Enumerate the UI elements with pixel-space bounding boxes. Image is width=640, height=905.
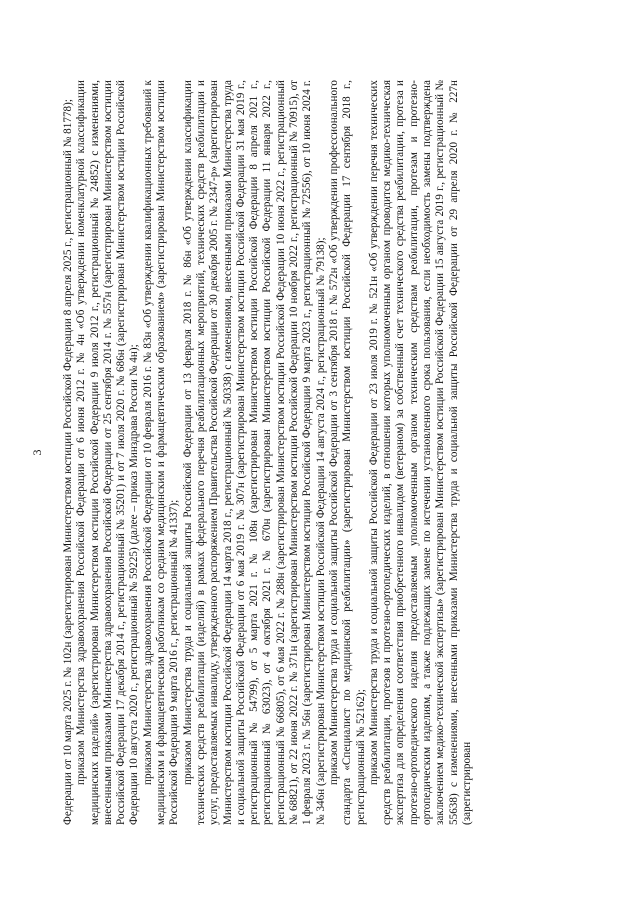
paragraph-text: приказом Министерства труда и социальной защиты Российской Федерации от 23 июля 2019 г. № 521н «Об утверждении перечня технических средств реабилитации, протезов и протезно-ортопедических изделий, в отношении которых уполномоченным органом проводится медико-техническая экспертиза для определения соответствия приобретенного инвалидом (ветераном) за собственный счет технического средства реабилитации, протеза и протезно-ортопедического изделия предоставляемым уполномоченным органом техническим средствам реабилитации, протезам и протезно-ортопедическим изделиям, а также подлежащих замене по истечении установленного срока пользования, если необходимость замены подтверждена заключением медико-технической экспертизы» (зарегистрирован Министерством юстиции Российской Федерации 15 августа 2019 г., регистрационный № 55638) с изменениями, внесенными приказами Министерства труда и социальной защиты Российской Федерации от 29 апреля 2020 г. № 227н (зарегистрирован xyxy=(367,80,473,825)
body-text xyxy=(62,80,474,825)
paragraph-text: Федерации от 10 марта 2025 г. № 102н (зарегистрирован Министерством юстиции Российской Федерации 8 апреля 2025 г., регистрационный № 81778); xyxy=(62,98,74,825)
paragraph-order-83n xyxy=(142,80,182,825)
paragraph-text: приказом Министерства здравоохранения Российской Федерации от 10 февраля 2016 г. № 83н «Об утверждении квалификационных требований к медицинским и фармацевтическим работникам со средним медицинским и фармацевтическим образованием» (зарегистрирован Министерством юстиции Российской Федерации 9 марта 2016 г., регистрационный № 41337); xyxy=(141,80,181,825)
paragraph-text: приказом Министерства здравоохранения Российской Федерации от 6 июня 2012 г. № 4н «Об утверждении номенклатурной классификации медицинских изделий» (зарегистрирован Министерством юстиции Российской Федерации 9 июля 2012 г., регистрационный № 24852) с изменениями, внесенными приказами Министерства здравоохранения Российской Федерации от 25 сентября 2014 г. № 557н (зарегистрирован Министерством юстиции Российской Федерации 17 декабря 2014 г., регистрационный № 35201) и от 7 июля 2020 г. № 686н (зарегистрирован Министерством юстиции Российской Федерации 10 августа 2020 г., регистрационный № 59225) (далее – приказ Минздрава России № 4н); xyxy=(75,80,141,825)
paragraph-continuation xyxy=(62,80,75,825)
paragraph-order-4n xyxy=(75,80,141,825)
page-number: 3 xyxy=(30,449,44,456)
paragraph-order-572n xyxy=(328,80,368,825)
paragraph-text: приказом Министерства труда и социальной защиты Российской Федерации от 3 сентября 2018 г. № 572н «Об утверждении профессионального стандарта «Специалист по медицинской реабилитации» (зарегистрирован Министерством юстиции Российской Федерации 17 сентября 2018 г., регистрационный № 52162); xyxy=(327,80,367,825)
paragraph-order-521n xyxy=(368,80,474,825)
paragraph-order-86n xyxy=(182,80,328,825)
paragraph-text: приказом Министерства труда и социальной защиты Российской Федерации от 13 февраля 2018 г. № 86н «Об утверждении классификации технических средств реабилитации (изделий) в рамках федерального перечня реабилитационных мероприятий, технических средств реабилитации и услуг, предоставляемых инвалиду, утвержденного распоряжением Правительства Российской Федерации от 30 декабря 2005 г. № 2347-р» (зарегистрирован Министерством юстиции Российской Федерации 14 марта 2018 г., регистрационный № 50338) с изменениями, внесенными приказами Министерства труда и социальной защиты Российской Федерации от 6 мая 2019 г. № 307н (зарегистрирован Министерством юстиции Российской Федерации 31 мая 2019 г., регистрационный № 54799), от 5 марта 2021 г. № 108н (зарегистрирован Министерством юстиции Российской Федерации 8 апреля 2021 г., регистрационный № 63023), от 4 октября 2021 г. № 670н (зарегистрирован Министерством юстиции Российской Федерации 11 января 2022 г., регистрационный № 66805), от 6 мая 2022 г. № 288н (зарегистрирован Министерством юстиции Российской Федерации 10 июня 2022 г., регистрационный № 68821), от 22 июня 2022 г. № 371н (зарегистрирован Министерством юстиции Российской Федерации 10 ноября 2022 г., регистрационный № 70915), от 1 февраля 2023 г. № 56н (зарегистрирован Министерством юстиции Российской Федерации 9 марта 2023 г., регистрационный № 72556), от 10 июня 2024 г. № 346н (зарегистрирован Министерством юстиции Российской Федерации 14 августа 2024 г., регистрационный № 79138); xyxy=(181,80,327,825)
